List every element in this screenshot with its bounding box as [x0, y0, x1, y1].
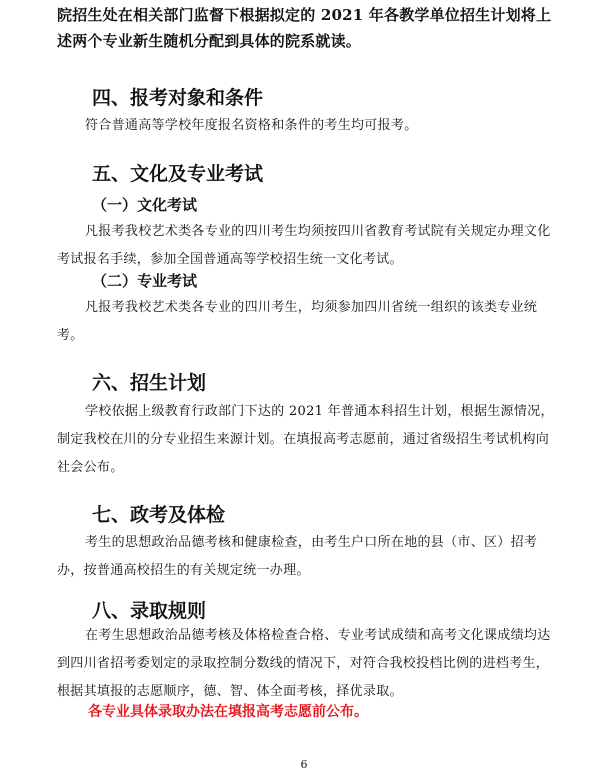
- section-4-paragraph: 符合普通高等学校年度报名资格和条件的考生均可报考。: [85, 118, 418, 133]
- section-6-paragraph: 学校依据上级教育行政部门下达的 2021 年普通本科招生计划，根据生源情况，制定我校在川的分专业招生来源计划。在填报高考志愿前，通过省级招生考试机构向社会公布。: [57, 404, 554, 475]
- section-8-heading: 八、录取规则: [92, 600, 207, 622]
- section-5-sub2-heading: （二）专业考试: [92, 272, 198, 290]
- section-5-sub1-heading: （一）文化考试: [92, 196, 198, 214]
- section-8-paragraph: 在考生思想政治品德考核及体格检查合格、专业考试成绩和高考文化课成绩均达到四川省招考委划定的录取控制分数线的情况下，对符合我校投档比例的进档考生，根据其填报的志愿顺序，德、智、体全面考核，择优录取。: [57, 628, 551, 699]
- section-5-heading: 五、文化及专业考试: [92, 163, 264, 185]
- section-6-heading: 六、招生计划: [92, 372, 207, 394]
- section-5-sub1-paragraph: 凡报考我校艺术类各专业的四川考生均须按四川省教育考试院有关规定办理文化考试报名手续，参加全国普通高等学校招生统一文化考试。: [57, 224, 551, 267]
- section-7-paragraph: 考生的思想政治品德考核和健康检查，由考生户口所在地的县（市、区）招考办，按普通高校招生的有关规定统一办理。: [57, 535, 538, 578]
- admission-notice: 各专业具体录取办法在填报高考志愿前公布。: [88, 704, 368, 720]
- section-5-sub2-paragraph: 凡报考我校艺术类各专业的四川考生，均须参加四川省统一组织的该类专业统考。: [57, 300, 538, 343]
- page-number: 6: [300, 758, 308, 771]
- section-4-heading: 四、报考对象和条件: [92, 87, 264, 109]
- intro-paragraph: 院招生处在相关部门监督下根据拟定的 2021 年各教学单位招生计划将上述两个专业新生随机分配到具体的院系就读。: [57, 6, 552, 50]
- section-7-heading: 七、政考及体检: [92, 504, 226, 526]
